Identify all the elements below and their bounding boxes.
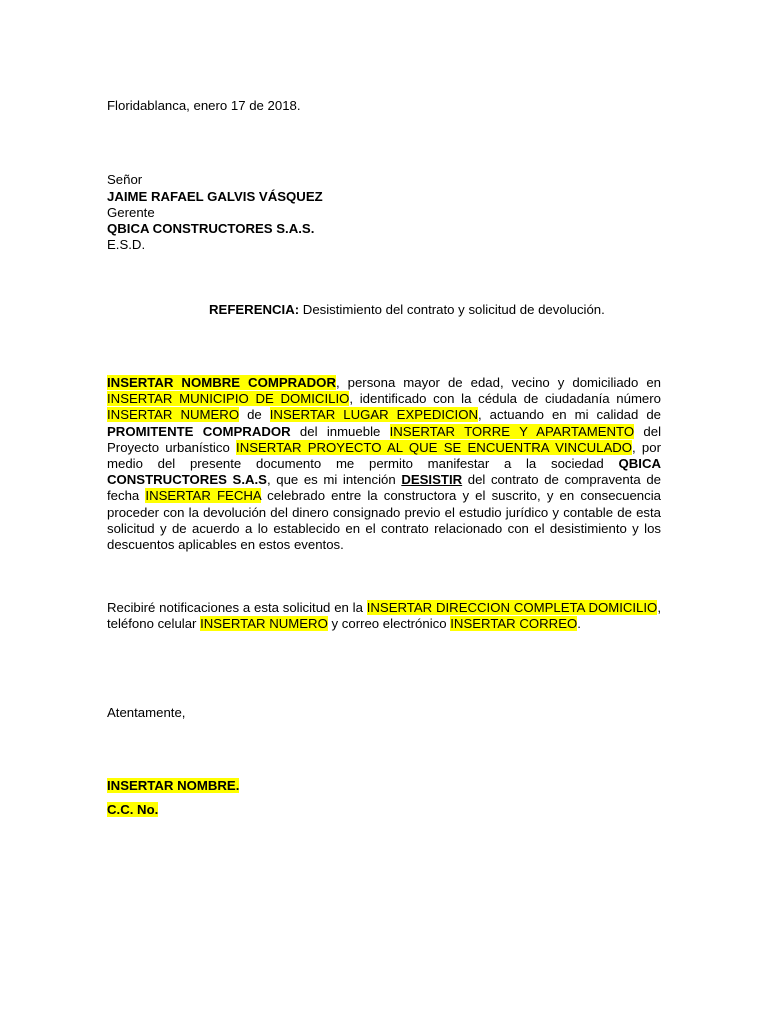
buyer-role: PROMITENTE COMPRADOR: [107, 423, 291, 439]
reference-label: REFERENCIA:: [209, 302, 300, 317]
placeholder-signature-id: C.C. No.: [107, 802, 159, 817]
placeholder-phone: INSERTAR NUMERO: [200, 616, 328, 632]
recipient-title: Gerente: [107, 205, 155, 220]
body-text: y correo electrónico: [327, 616, 451, 632]
placeholder-buyer-name: INSERTAR NOMBRE COMPRADOR: [107, 375, 336, 390]
placeholder-signature-name: INSERTAR NOMBRE.: [107, 778, 240, 793]
body-text: del Proyecto urbanístico: [107, 423, 662, 455]
body-text: , identificado con la cédula de ciudadanía número: [349, 391, 661, 407]
recipient-name: JAIME RAFAEL GALVIS VÁSQUEZ: [107, 189, 323, 204]
body-paragraph-1: [107, 375, 661, 553]
body-paragraph-2: [107, 600, 661, 632]
placeholder-contract-date: INSERTAR FECHA: [145, 488, 261, 504]
body-text: de: [239, 407, 270, 423]
reference-text: Desistimiento del contrato y solicitud de devolución.: [299, 302, 605, 317]
body-text: .: [577, 616, 581, 632]
signature-id-line: [107, 802, 158, 818]
placeholder-id-number: INSERTAR NUMERO: [107, 407, 240, 423]
recipient-esd: E.S.D.: [107, 237, 146, 252]
reference-line: [209, 302, 605, 318]
body-text: , que es mi intención: [266, 472, 402, 488]
closing: Atentamente,: [107, 705, 186, 720]
desist-keyword: DESISTIR: [401, 472, 463, 488]
placeholder-address: INSERTAR DIRECCION COMPLETA DOMICILIO: [366, 600, 658, 615]
placeholder-municipality: INSERTAR MUNICIPIO DE DOMICILIO: [107, 391, 350, 407]
placeholder-email: INSERTAR CORREO: [450, 616, 578, 632]
body-text: Recibiré notificaciones a esta solicitud en la: [107, 600, 367, 615]
body-text: , persona mayor de edad, vecino y domiciliado en: [335, 375, 661, 390]
body-text: del contrato de compraventa de fecha: [107, 472, 661, 504]
place-date: Floridablanca, enero 17 de 2018.: [107, 98, 301, 113]
body-text: , teléfono celular: [107, 600, 661, 632]
placeholder-tower-apartment: INSERTAR TORRE Y APARTAMENTO: [389, 423, 635, 439]
company-name-inline: QBICA CONSTRUCTORES S.A.S: [107, 456, 661, 488]
body-text: , actuando en mi calidad de: [478, 407, 662, 423]
body-text: celebrado entre la constructora y el suscrito, y en consecuencia proceder con la devolución del dinero consignado previo el estudio jurídico y contable de esta solicitud y de acuerdo a lo establecido en el contrato relacionado con el desistimiento y los descuentos aplicables en estos eventos.: [107, 488, 661, 553]
signature-name-line: [107, 778, 239, 794]
placeholder-issue-place: INSERTAR LUGAR EXPEDICION: [269, 407, 479, 423]
body-text: , por medio del presente documento me permito manifestar a la sociedad: [107, 439, 661, 472]
body-text: del inmueble: [290, 423, 390, 439]
salutation: Señor: [107, 172, 143, 187]
recipient-company: QBICA CONSTRUCTORES S.A.S.: [107, 221, 315, 236]
placeholder-project: INSERTAR PROYECTO AL QUE SE ENCUENTRA VINCULADO: [236, 439, 633, 455]
